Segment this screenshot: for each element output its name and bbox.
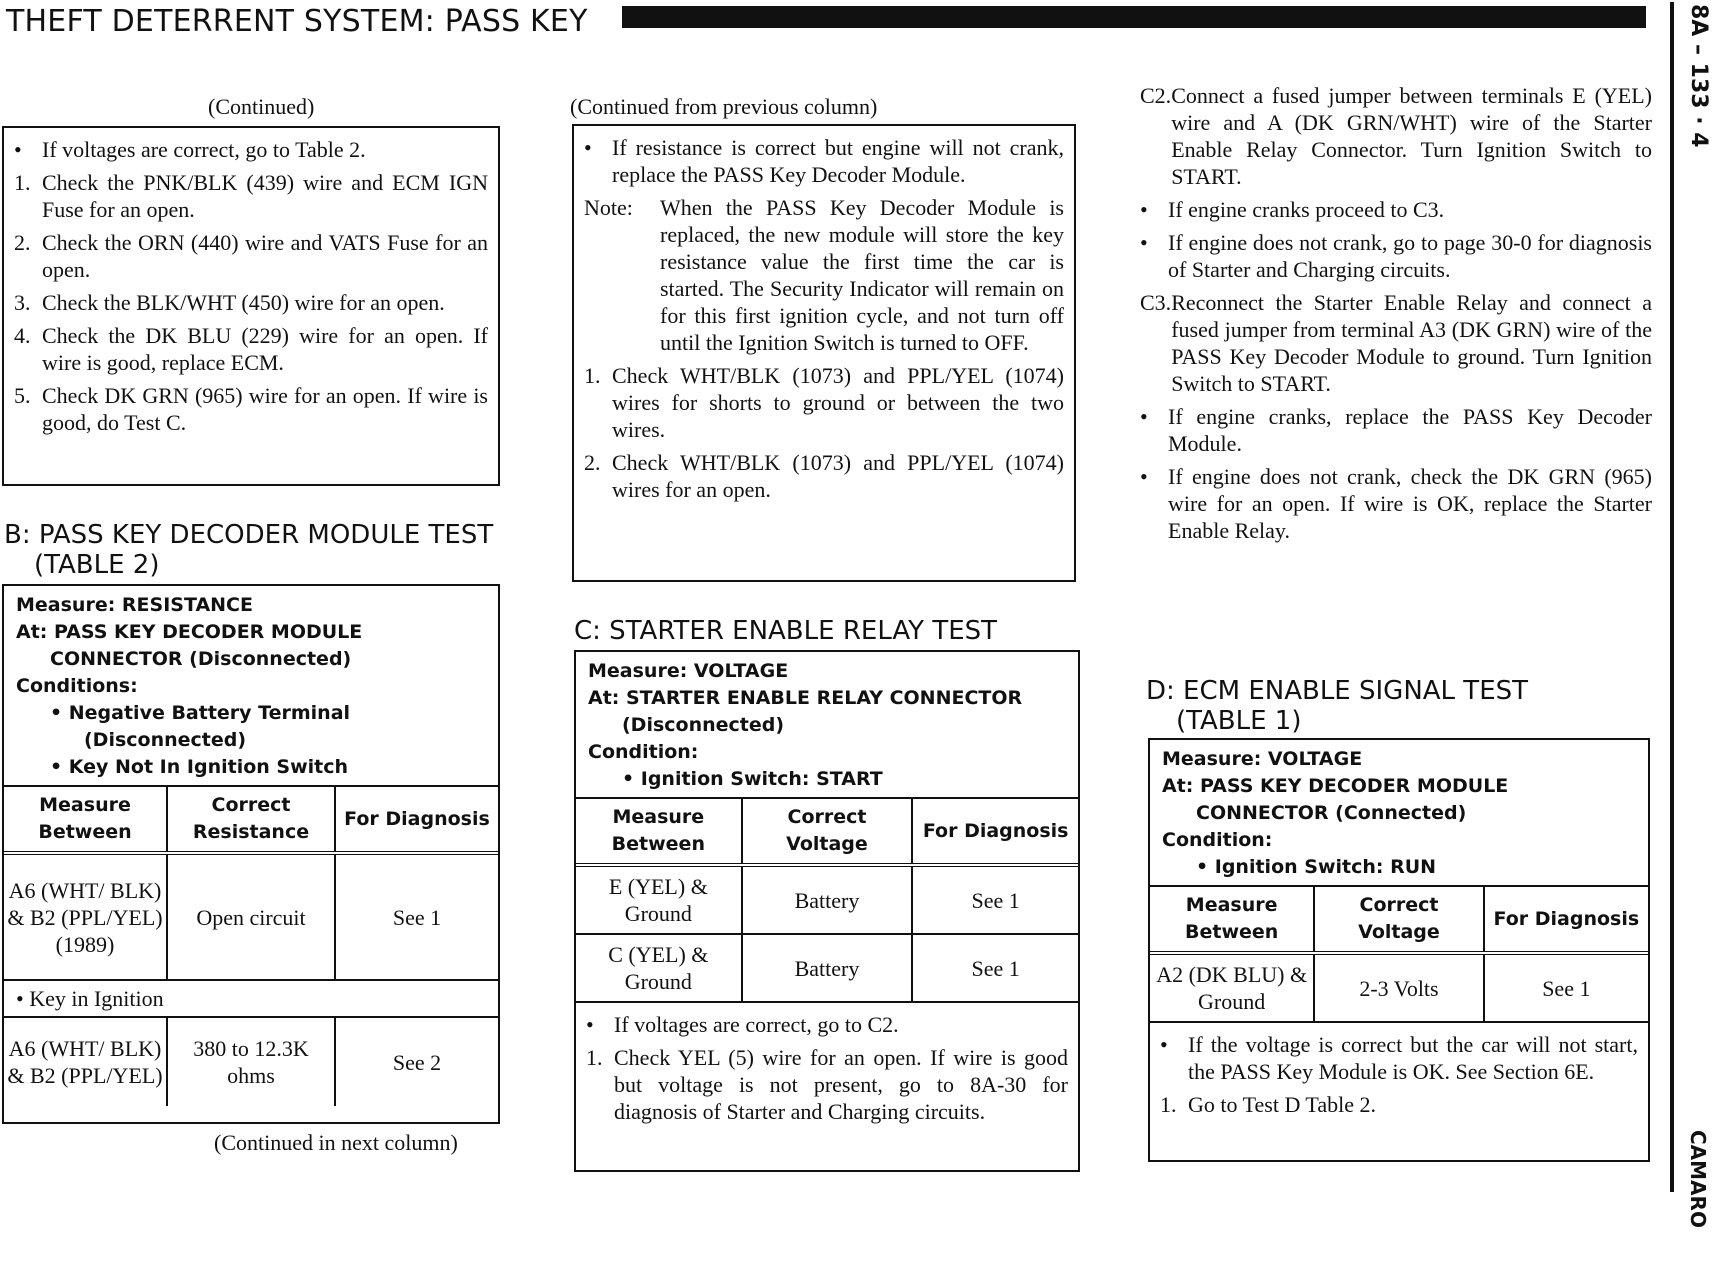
section-b-title-line1: B: PASS KEY DECODER MODULE TEST: [4, 520, 494, 550]
page-number: 8A – 133 · 4: [1686, 4, 1711, 148]
spec-measure: Measure: VOLTAGE: [1162, 748, 1363, 770]
list-item: [1160, 1091, 1638, 1118]
section-d-title: [1146, 676, 1528, 736]
list-marker: 1.: [1160, 1092, 1177, 1117]
list-text: Check the BLK/WHT (450) wire for an open.: [42, 290, 445, 315]
spec-condition: • Key Not In Ignition Switch: [50, 756, 349, 778]
list-text: Check the ORN (440) wire and VATS Fuse for an open.: [42, 230, 488, 282]
list-item: [14, 136, 488, 163]
col-header-correct: Correct Resistance: [167, 786, 335, 853]
continued-label: (Continued): [208, 94, 315, 119]
table-cell: A2 (DK BLU) & Ground: [1150, 953, 1314, 1021]
table-cell: C (YEL) & Ground: [576, 934, 742, 1001]
list-text: Connect a fused jumper between terminals E (YEL) wire and A (DK GRN/WHT) wire of the Starter Enable Relay Connector. Turn Ignition Switch to START.: [1171, 83, 1652, 189]
spec-at: At: STARTER ENABLE RELAY CONNECTOR: [588, 687, 1023, 709]
list-text: If engine does not crank, go to page 30-0 for diagnosis of Starter and Charging circuits.: [1168, 230, 1652, 282]
col-header-measure: Measure Between: [576, 798, 742, 865]
section-b-measure-table: [4, 785, 498, 1106]
table-cell: A6 (WHT/ BLK) & B2 (PPL/YEL) (1989): [4, 853, 167, 980]
section-c-spec: [576, 652, 1078, 797]
col-header-correct: Correct Voltage: [1314, 886, 1483, 953]
list-marker: •: [1140, 404, 1148, 429]
list-item: [584, 194, 1064, 356]
list-marker: C3.: [1140, 290, 1172, 315]
list-text: Check DK GRN (965) wire for an open. If wire is good, do Test C.: [42, 383, 488, 435]
list-item: [1140, 229, 1652, 283]
list-item: [14, 289, 488, 316]
spec-at-cont: (Disconnected): [622, 714, 785, 736]
list-item: [1140, 463, 1652, 544]
list-text: If engine cranks proceed to C3.: [1168, 197, 1445, 222]
col-header-measure: Measure Between: [1150, 886, 1314, 953]
list-item: [1160, 1031, 1638, 1085]
list-marker: 1.: [584, 363, 601, 388]
table-cell: See 1: [912, 934, 1078, 1001]
section-d-title-line1: D: ECM ENABLE SIGNAL TEST: [1146, 676, 1529, 706]
list-text: If engine does not crank, check the DK GRN (965) wire for an open. If wire is OK, replace the Starter Enable Relay.: [1168, 464, 1652, 543]
list-text: Check the DK BLU (229) wire for an open. If wire is good, replace ECM.: [42, 323, 488, 375]
section-b-spec: [4, 586, 498, 785]
spec-condition-cont: (Disconnected): [84, 729, 247, 751]
list-marker: 2.: [584, 450, 601, 475]
col-header-diagnosis: For Diagnosis: [335, 786, 498, 853]
list-marker: 3.: [14, 290, 31, 315]
model-name: CAMARO: [1686, 1130, 1710, 1228]
list-marker: •: [1140, 197, 1148, 222]
list-text: When the PASS Key Decoder Module is replaced, the new module will store the key resistance value the first time the car is started. The Security Indicator will remain on for this first ignition cycle, and not turn off until the Ignition Switch is turned to OFF.: [660, 195, 1064, 355]
list-item: [14, 382, 488, 436]
col2-steps-box: [572, 124, 1076, 582]
spec-at-cont: CONNECTOR (Disconnected): [50, 648, 352, 670]
list-marker: •: [1140, 230, 1148, 255]
section-d-steps-list: [1150, 1021, 1648, 1130]
section-d-table: [1148, 738, 1650, 1162]
header-rule: [622, 6, 1646, 28]
table-cell: A6 (WHT/ BLK) & B2 (PPL/YEL): [4, 1017, 167, 1106]
list-text: If voltages are correct, go to C2.: [614, 1012, 899, 1037]
table-subcondition: • Key in Ignition: [4, 980, 498, 1017]
section-b-title: [4, 520, 493, 580]
list-marker: 1.: [586, 1045, 603, 1070]
section-b-table: [2, 584, 500, 1124]
list-marker: •: [1160, 1032, 1168, 1057]
spec-measure: Measure: RESISTANCE: [16, 594, 253, 616]
table-cell: See 1: [335, 853, 498, 980]
section-c-table: [574, 650, 1080, 1172]
table-cell: See 1: [912, 865, 1078, 934]
table-cell: Battery: [742, 934, 913, 1001]
section-d-title-line2: (TABLE 1): [1176, 706, 1302, 736]
table-cell: 2-3 Volts: [1314, 953, 1483, 1021]
list-item: [586, 1044, 1068, 1125]
col1-steps-list: [4, 128, 498, 448]
table-cell: See 1: [1484, 953, 1648, 1021]
table-cell: 380 to 12.3K ohms: [167, 1017, 335, 1106]
col-header-diagnosis: For Diagnosis: [912, 798, 1078, 865]
list-text: If engine cranks, replace the PASS Key Decoder Module.: [1168, 404, 1652, 456]
spec-condition: • Negative Battery Terminal: [50, 702, 351, 724]
list-marker: 1.: [14, 170, 31, 195]
list-text: If the voltage is correct but the car will not start, the PASS Key Module is OK. See Section 6E.: [1188, 1032, 1638, 1084]
col-header-diagnosis: For Diagnosis: [1484, 886, 1648, 953]
spec-conditions: Condition:: [1162, 829, 1273, 851]
list-item: [586, 1011, 1068, 1038]
list-item: [14, 169, 488, 223]
list-marker: 5.: [14, 383, 31, 408]
list-text: Reconnect the Starter Enable Relay and connect a fused jumper from terminal A3 (DK GRN) wire of the PASS Key Decoder Module to ground. Turn Ignition Switch to START.: [1171, 290, 1652, 396]
spec-condition: • Ignition Switch: RUN: [1196, 856, 1437, 878]
list-marker: •: [1140, 464, 1148, 489]
list-item: [1140, 82, 1652, 190]
spec-at: At: PASS KEY DECODER MODULE: [16, 621, 363, 643]
section-c-title: C: STARTER ENABLE RELAY TEST: [574, 616, 998, 646]
list-item: [14, 229, 488, 283]
list-text: Check YEL (5) wire for an open. If wire is good but voltage is not present, go to 8A-30 for diagnosis of Starter and Charging circuits.: [614, 1045, 1068, 1124]
list-marker: 2.: [14, 230, 31, 255]
list-text: Check WHT/BLK (1073) and PPL/YEL (1074) wires for an open.: [612, 450, 1064, 502]
list-text: If resistance is correct but engine will not crank, replace the PASS Key Decoder Module.: [612, 135, 1064, 187]
list-text: Check the PNK/BLK (439) wire and ECM IGN Fuse for an open.: [42, 170, 488, 222]
list-text: Go to Test D Table 2.: [1188, 1092, 1376, 1117]
spec-condition: • Ignition Switch: START: [622, 768, 883, 790]
list-marker: •: [14, 137, 22, 162]
spec-conditions: Conditions:: [16, 675, 138, 697]
spec-at-cont: CONNECTOR (Connected): [1196, 802, 1467, 824]
col-header-measure: Measure Between: [4, 786, 167, 853]
list-item: [584, 362, 1064, 443]
continued-next-label: (Continued in next column): [214, 1130, 458, 1155]
list-marker: Note:: [584, 195, 633, 220]
continued-from-label: (Continued from previous column): [570, 94, 878, 119]
spec-measure: Measure: VOLTAGE: [588, 660, 789, 682]
spec-at: At: PASS KEY DECODER MODULE: [1162, 775, 1509, 797]
list-item: [1140, 196, 1652, 223]
spec-conditions: Condition:: [588, 741, 699, 763]
section-d-measure-table: [1150, 885, 1648, 1021]
col-header-correct: Correct Voltage: [742, 798, 913, 865]
list-item: [584, 449, 1064, 503]
section-c-steps-list: [576, 1001, 1078, 1137]
list-text: Check WHT/BLK (1073) and PPL/YEL (1074) wires for shorts to ground or between the two wires.: [612, 363, 1064, 442]
list-item: [1140, 403, 1652, 457]
list-item: [584, 134, 1064, 188]
list-marker: 4.: [14, 323, 31, 348]
col3-steps-list: [1140, 82, 1652, 550]
list-item: [1140, 289, 1652, 397]
section-d-spec: [1150, 740, 1648, 885]
table-cell: Open circuit: [167, 853, 335, 980]
list-item: [14, 322, 488, 376]
section-c-measure-table: [576, 797, 1078, 1001]
margin-rule: [1670, 2, 1674, 1192]
col1-steps-box: [2, 126, 500, 486]
col2-steps-list: [574, 126, 1074, 515]
list-marker: •: [586, 1012, 594, 1037]
table-cell: E (YEL) & Ground: [576, 865, 742, 934]
section-b-title-line2: (TABLE 2): [34, 550, 160, 580]
list-marker: •: [584, 135, 592, 160]
list-marker: C2.: [1140, 83, 1172, 108]
table-cell: Battery: [742, 865, 913, 934]
page-title: THEFT DETERRENT SYSTEM: PASS KEY: [6, 4, 588, 39]
list-text: If voltages are correct, go to Table 2.: [42, 137, 366, 162]
table-cell: See 2: [335, 1017, 498, 1106]
